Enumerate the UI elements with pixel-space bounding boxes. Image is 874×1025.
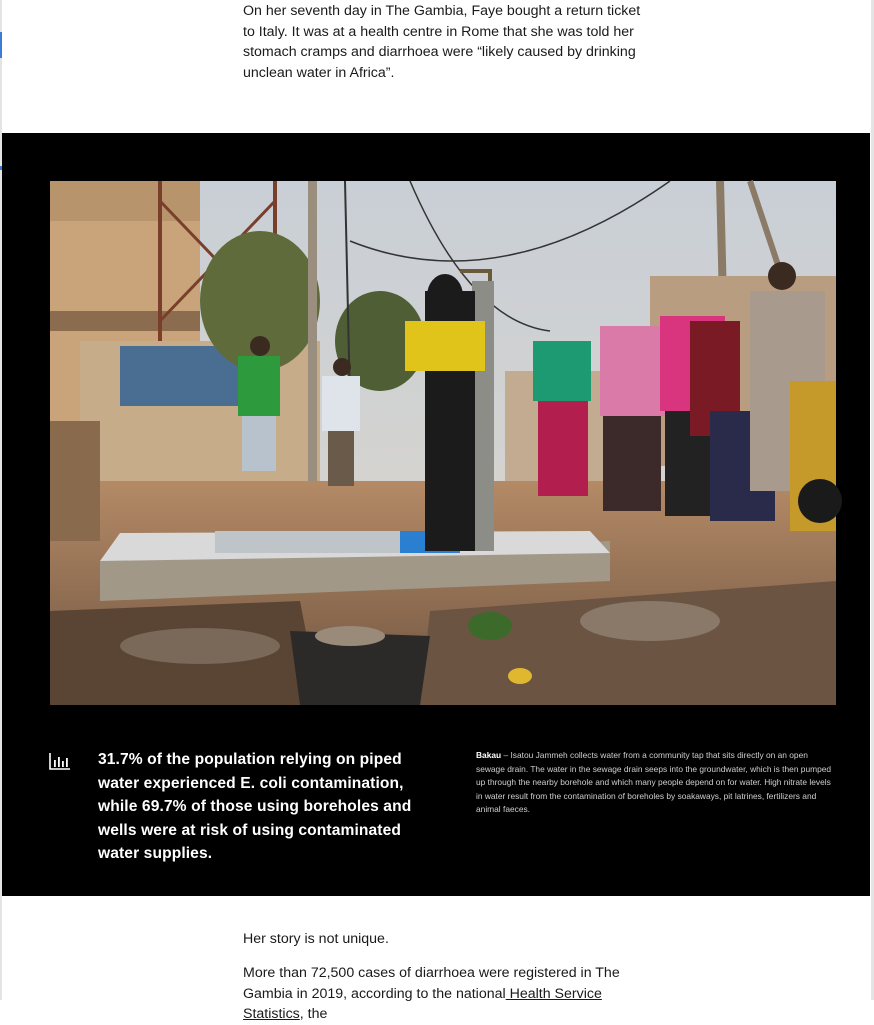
- feature-photo: [50, 181, 836, 705]
- statistic-highlight: 31.7% of the population relying on piped water experienced E. coli contamination, while 69.7% of those using boreholes and wells were at risk of using contaminated water supplies.: [98, 751, 412, 863]
- photo-feature-band: [2, 133, 870, 896]
- left-edge-marker: [0, 32, 2, 58]
- paragraph-unique: Her story is not unique.: [243, 931, 389, 947]
- photo-caption: [476, 749, 832, 817]
- bar-chart-icon: [49, 752, 71, 770]
- paragraph-cases-text-end: , the: [299, 1006, 328, 1022]
- caption-location: Bakau: [476, 750, 502, 760]
- intro-paragraph: On her seventh day in The Gambia, Faye bought a return ticket to Italy. It was at a health centre in Rome that she was told her stomach cramps and diarrhoea were “likely caused by drinking unclean water in Africa”.: [243, 3, 641, 81]
- caption-text: Isatou Jammeh collects water from a community tap that sits directly on an open sewage drain. The water in the sewage drain seeps into the groundwater, which is then pumped up through the nearby borehole and which many people depend on for water. High nitrate levels in water result from the contamination of boreholes by soakaways, pit latrines, fertilizers and animal faeces.: [476, 750, 832, 815]
- health-service-statistics-link[interactable]: Health Service Statistics: [243, 985, 602, 1022]
- paragraph-diarrhoea-cases: [243, 963, 643, 1025]
- paragraph-cases-text: More than 72,500 cases of diarrhoea were registered in The Gambia in 2019, according to the national: [243, 965, 620, 1002]
- caption-separator: –: [501, 750, 511, 760]
